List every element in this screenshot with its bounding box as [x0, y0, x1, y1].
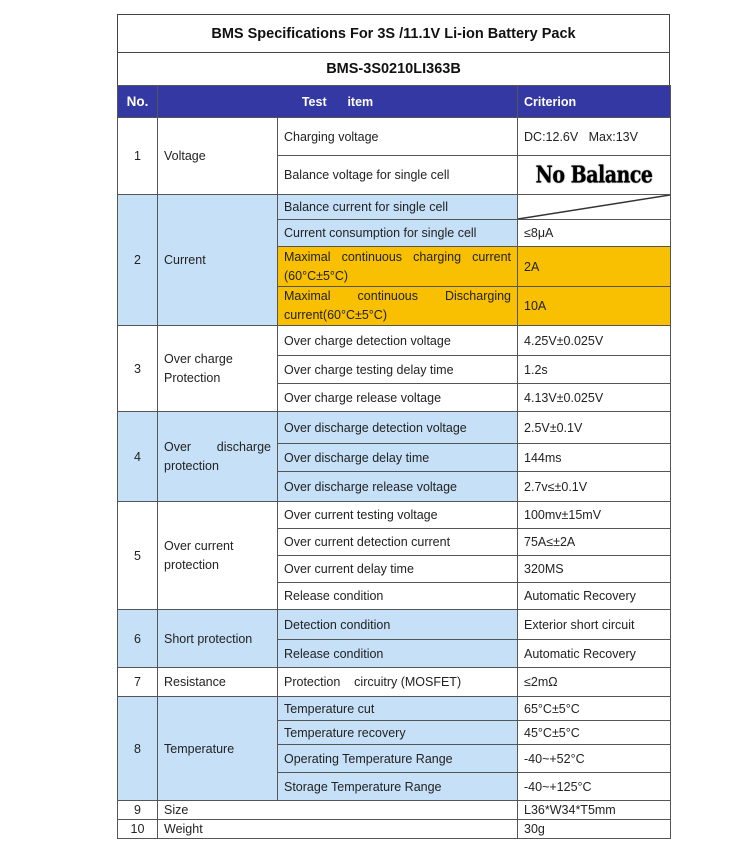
table-row	[118, 502, 671, 529]
criterion-cell: -40~+52°C	[518, 745, 671, 773]
criterion-cell: L36*W34*T5mm	[518, 801, 671, 820]
item-cell: Storage Temperature Range	[278, 773, 518, 801]
criterion-cell: Exterior short circuit	[518, 610, 671, 640]
criterion-cell	[518, 156, 671, 195]
row-number: 9	[118, 801, 158, 820]
item-cell: Balance voltage for single cell	[278, 156, 518, 195]
item-cell: Over charge testing delay time	[278, 356, 518, 384]
item-cell: Maximal continuous charging current (60°C±5°C)	[278, 247, 518, 287]
criterion-cell: -40~+125°C	[518, 773, 671, 801]
criterion-cell: 30g	[518, 820, 671, 839]
spec-table	[117, 85, 671, 839]
criterion-cell: DC:12.6V Max:13V	[518, 118, 671, 156]
criterion-cell: 320MS	[518, 556, 671, 583]
criterion-cell: Automatic Recovery	[518, 640, 671, 668]
diagonal-slash	[518, 195, 670, 219]
item-cell: Over charge detection voltage	[278, 326, 518, 356]
table-row	[118, 697, 671, 721]
item-cell: Temperature cut	[278, 697, 518, 721]
item-cell: Over discharge delay time	[278, 444, 518, 472]
category-cell: Voltage	[158, 118, 278, 195]
row-number: 7	[118, 668, 158, 697]
item-cell: Balance current for single cell	[278, 195, 518, 220]
col-header-test-item: Test item	[158, 86, 518, 118]
category-cell: Size	[158, 801, 518, 820]
criterion-cell: 75A≤±2A	[518, 529, 671, 556]
row-number: 1	[118, 118, 158, 195]
criterion-cell: Automatic Recovery	[518, 583, 671, 610]
item-cell: Detection condition	[278, 610, 518, 640]
criterion-cell: 4.25V±0.025V	[518, 326, 671, 356]
item-cell: Over current testing voltage	[278, 502, 518, 529]
item-cell: Over discharge detection voltage	[278, 412, 518, 444]
table-header-row	[118, 86, 671, 118]
item-cell: Over charge release voltage	[278, 384, 518, 412]
item-cell: Operating Temperature Range	[278, 745, 518, 773]
criterion-cell: 2.7v≤±0.1V	[518, 472, 671, 502]
category-cell: Current	[158, 195, 278, 326]
row-number: 3	[118, 326, 158, 412]
item-cell: Temperature recovery	[278, 721, 518, 745]
row-number: 2	[118, 195, 158, 326]
table-row	[118, 801, 671, 820]
col-header-criterion: Criterion	[518, 86, 671, 118]
criterion-cell: 144ms	[518, 444, 671, 472]
no-balance-stamp: No Balance	[535, 161, 653, 189]
criterion-cell: 45°C±5°C	[518, 721, 671, 745]
col-header-no: No.	[118, 86, 158, 118]
criterion-cell: 65°C±5°C	[518, 697, 671, 721]
model-number: BMS-3S0210LI363B	[117, 52, 670, 85]
category-cell: Temperature	[158, 697, 278, 801]
category-cell: Short protection	[158, 610, 278, 668]
criterion-cell: 2A	[518, 247, 671, 287]
table-row	[118, 610, 671, 640]
table-row	[118, 820, 671, 839]
criterion-cell: 10A	[518, 287, 671, 326]
table-row	[118, 412, 671, 444]
sheet-title: BMS Specifications For 3S /11.1V Li-ion Battery Pack	[117, 14, 670, 52]
item-cell: Over current delay time	[278, 556, 518, 583]
item-cell: Protection circuitry (MOSFET)	[278, 668, 518, 697]
item-cell: Charging voltage	[278, 118, 518, 156]
item-cell: Release condition	[278, 640, 518, 668]
item-cell: Current consumption for single cell	[278, 220, 518, 247]
category-cell: Resistance	[158, 668, 278, 697]
item-cell: Over current detection current	[278, 529, 518, 556]
row-number: 6	[118, 610, 158, 668]
item-cell: Maximal continuous Discharging current(60°C±5°C)	[278, 287, 518, 326]
spec-sheet	[117, 14, 670, 839]
criterion-cell: ≤8μA	[518, 220, 671, 247]
row-number: 8	[118, 697, 158, 801]
item-cell: Over discharge release voltage	[278, 472, 518, 502]
category-cell: Over charge Protection	[158, 326, 278, 412]
criterion-cell-empty	[518, 195, 671, 220]
row-number: 10	[118, 820, 158, 839]
criterion-cell: ≤2mΩ	[518, 668, 671, 697]
row-number: 5	[118, 502, 158, 610]
category-cell: Weight	[158, 820, 518, 839]
criterion-cell: 4.13V±0.025V	[518, 384, 671, 412]
category-cell: Over current protection	[158, 502, 278, 610]
criterion-cell: 2.5V±0.1V	[518, 412, 671, 444]
table-row	[118, 195, 671, 220]
category-cell: Over discharge protection	[158, 412, 278, 502]
row-number: 4	[118, 412, 158, 502]
criterion-cell: 1.2s	[518, 356, 671, 384]
table-row	[118, 326, 671, 356]
item-cell: Release condition	[278, 583, 518, 610]
table-row	[118, 668, 671, 697]
criterion-cell: 100mv±15mV	[518, 502, 671, 529]
table-row	[118, 118, 671, 156]
